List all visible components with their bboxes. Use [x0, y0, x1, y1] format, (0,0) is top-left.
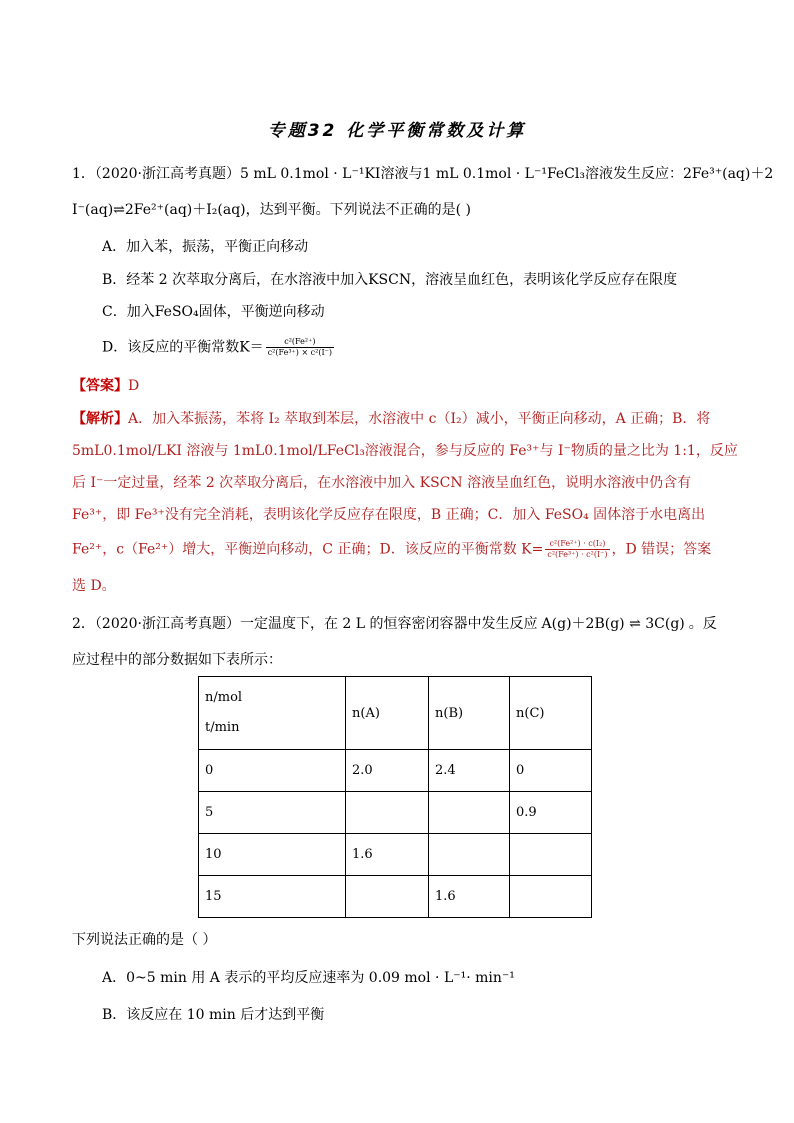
- q2-stem-text: 2．（2020·浙江高考真题）一定温度下，在 2 L 的恒容密闭容器中发生反应: [72, 616, 538, 632]
- fraction-numerator: c²(Fe²⁺): [266, 337, 334, 348]
- table-header-cell: n(B): [429, 677, 510, 750]
- q1-option-b: B．经苯 2 次萃取分离后，在水溶液中加入KSCN，溶液呈血红色，表明该化学反应存在限度: [102, 272, 678, 288]
- table-row: [199, 750, 592, 792]
- q1-stem-text: 5 mL 0.1mol · L⁻¹KI溶液与1 mL 0.1mol · L⁻¹FeCl₃溶液发生反应：2Fe³⁺(aq)＋2: [240, 166, 774, 182]
- table-row: [199, 876, 592, 918]
- q1-analysis-line5: [72, 539, 711, 560]
- q1-option-d: [102, 337, 336, 358]
- analysis-l5-suffix: ，D 错误；答案: [611, 541, 712, 558]
- data-table: [198, 676, 592, 918]
- table-cell: 0.9: [510, 792, 592, 834]
- q1-analysis-line3: 后 I⁻一定过量，经苯 2 次萃取分离后，在水溶液中加入 KSCN 溶液呈血红色，说明水溶液中仍含有: [72, 475, 692, 491]
- table-cell: [510, 876, 592, 918]
- answer-tag: 【答案】: [72, 378, 128, 394]
- q1-option-a: A．加入苯，振荡，平衡正向移动: [102, 239, 309, 255]
- table-cell: 10: [199, 834, 346, 876]
- q1-answer: [72, 376, 139, 396]
- corner-top-label: n/mol: [205, 690, 243, 705]
- table-header-cell: n(C): [510, 677, 592, 750]
- fraction-denominator: c²(Fe³⁺) × c²(I⁻): [267, 348, 332, 357]
- q2-prompt: 下列说法正确的是（ ）: [72, 932, 217, 948]
- table-cell: 0: [199, 750, 346, 792]
- q1-source: 1．（2020·浙江高考真题）: [72, 166, 240, 182]
- q2-stem-suffix: 。反: [688, 616, 717, 632]
- q2-option-a: A．0~5 min 用 A 表示的平均反应速率为 0.09 mol · L⁻¹· min⁻¹: [102, 970, 515, 986]
- q1-option-d-fraction: [266, 337, 334, 358]
- table-header-cell: n(A): [346, 677, 429, 750]
- q1-analysis-line2: 5mL0.1mol/LKI 溶液与 1mL0.1mol/LFeCl₃溶液混合，参与反应的 Fe³⁺与 I⁻物质的量之比为 1:1，反应: [72, 443, 738, 459]
- fraction-denominator: c²(Fe³⁺) · c²(I⁻): [547, 550, 608, 559]
- q2-stem-line2: 应过程中的部分数据如下表所示：: [72, 652, 282, 668]
- q1-option-c: C．加入FeSO₄固体，平衡逆向移动: [102, 304, 325, 320]
- table-cell: [510, 834, 592, 876]
- q1-stem-line2: I⁻(aq)⇌2Fe²⁺(aq)＋I₂(aq)，达到平衡。下列说法不正确的是( ): [72, 202, 472, 218]
- table-cell: 15: [199, 876, 346, 918]
- table-cell: [346, 792, 429, 834]
- table-row: [199, 792, 592, 834]
- analysis-text: A．加入苯振荡，苯将 I₂ 萃取到苯层，水溶液中 c（I₂）减小，平衡正向移动，A 正确；B．将: [128, 411, 711, 427]
- fraction-numerator: c²(Fe²⁺) · c(I₂): [545, 539, 609, 550]
- table-cell: 0: [510, 750, 592, 792]
- table-row: [199, 834, 592, 876]
- q1-analysis-line6: 选 D。: [72, 578, 116, 594]
- table-corner-cell: [199, 677, 346, 750]
- corner-bottom-label: t/min: [205, 720, 240, 735]
- table-cell: 1.6: [429, 876, 510, 918]
- q1-stem-line1: [72, 164, 773, 184]
- table-cell: [429, 792, 510, 834]
- page-title: 专题32 化学平衡常数及计算: [267, 121, 527, 141]
- table-cell: 2.4: [429, 750, 510, 792]
- table-header-row: [199, 677, 592, 750]
- q2-stem-line1: [72, 614, 717, 634]
- analysis-fraction: [545, 539, 609, 560]
- table-cell: 1.6: [346, 834, 429, 876]
- q1-option-d-text: D．该反应的平衡常数K＝: [102, 339, 264, 356]
- analysis-tag: 【解析】: [72, 411, 128, 427]
- q2-reaction: A(g)＋2B(g) ⇌ 3C(g): [541, 616, 685, 632]
- table-cell: [429, 834, 510, 876]
- q2-option-b: B．该反应在 10 min 后才达到平衡: [102, 1007, 325, 1023]
- table-cell: 2.0: [346, 750, 429, 792]
- table-cell: 5: [199, 792, 346, 834]
- analysis-l5-text: Fe²⁺，c（Fe²⁺）增大，平衡逆向移动，C 正确；D．该反应的平衡常数 K=: [72, 541, 544, 558]
- answer-value: D: [128, 378, 140, 394]
- table-cell: [346, 876, 429, 918]
- q1-analysis-line4: Fe³⁺，即 Fe³⁺没有完全消耗，表明该化学反应存在限度，B 正确；C．加入 FeSO₄ 固体溶于水电离出: [72, 507, 706, 523]
- q1-analysis-line1: [72, 409, 710, 429]
